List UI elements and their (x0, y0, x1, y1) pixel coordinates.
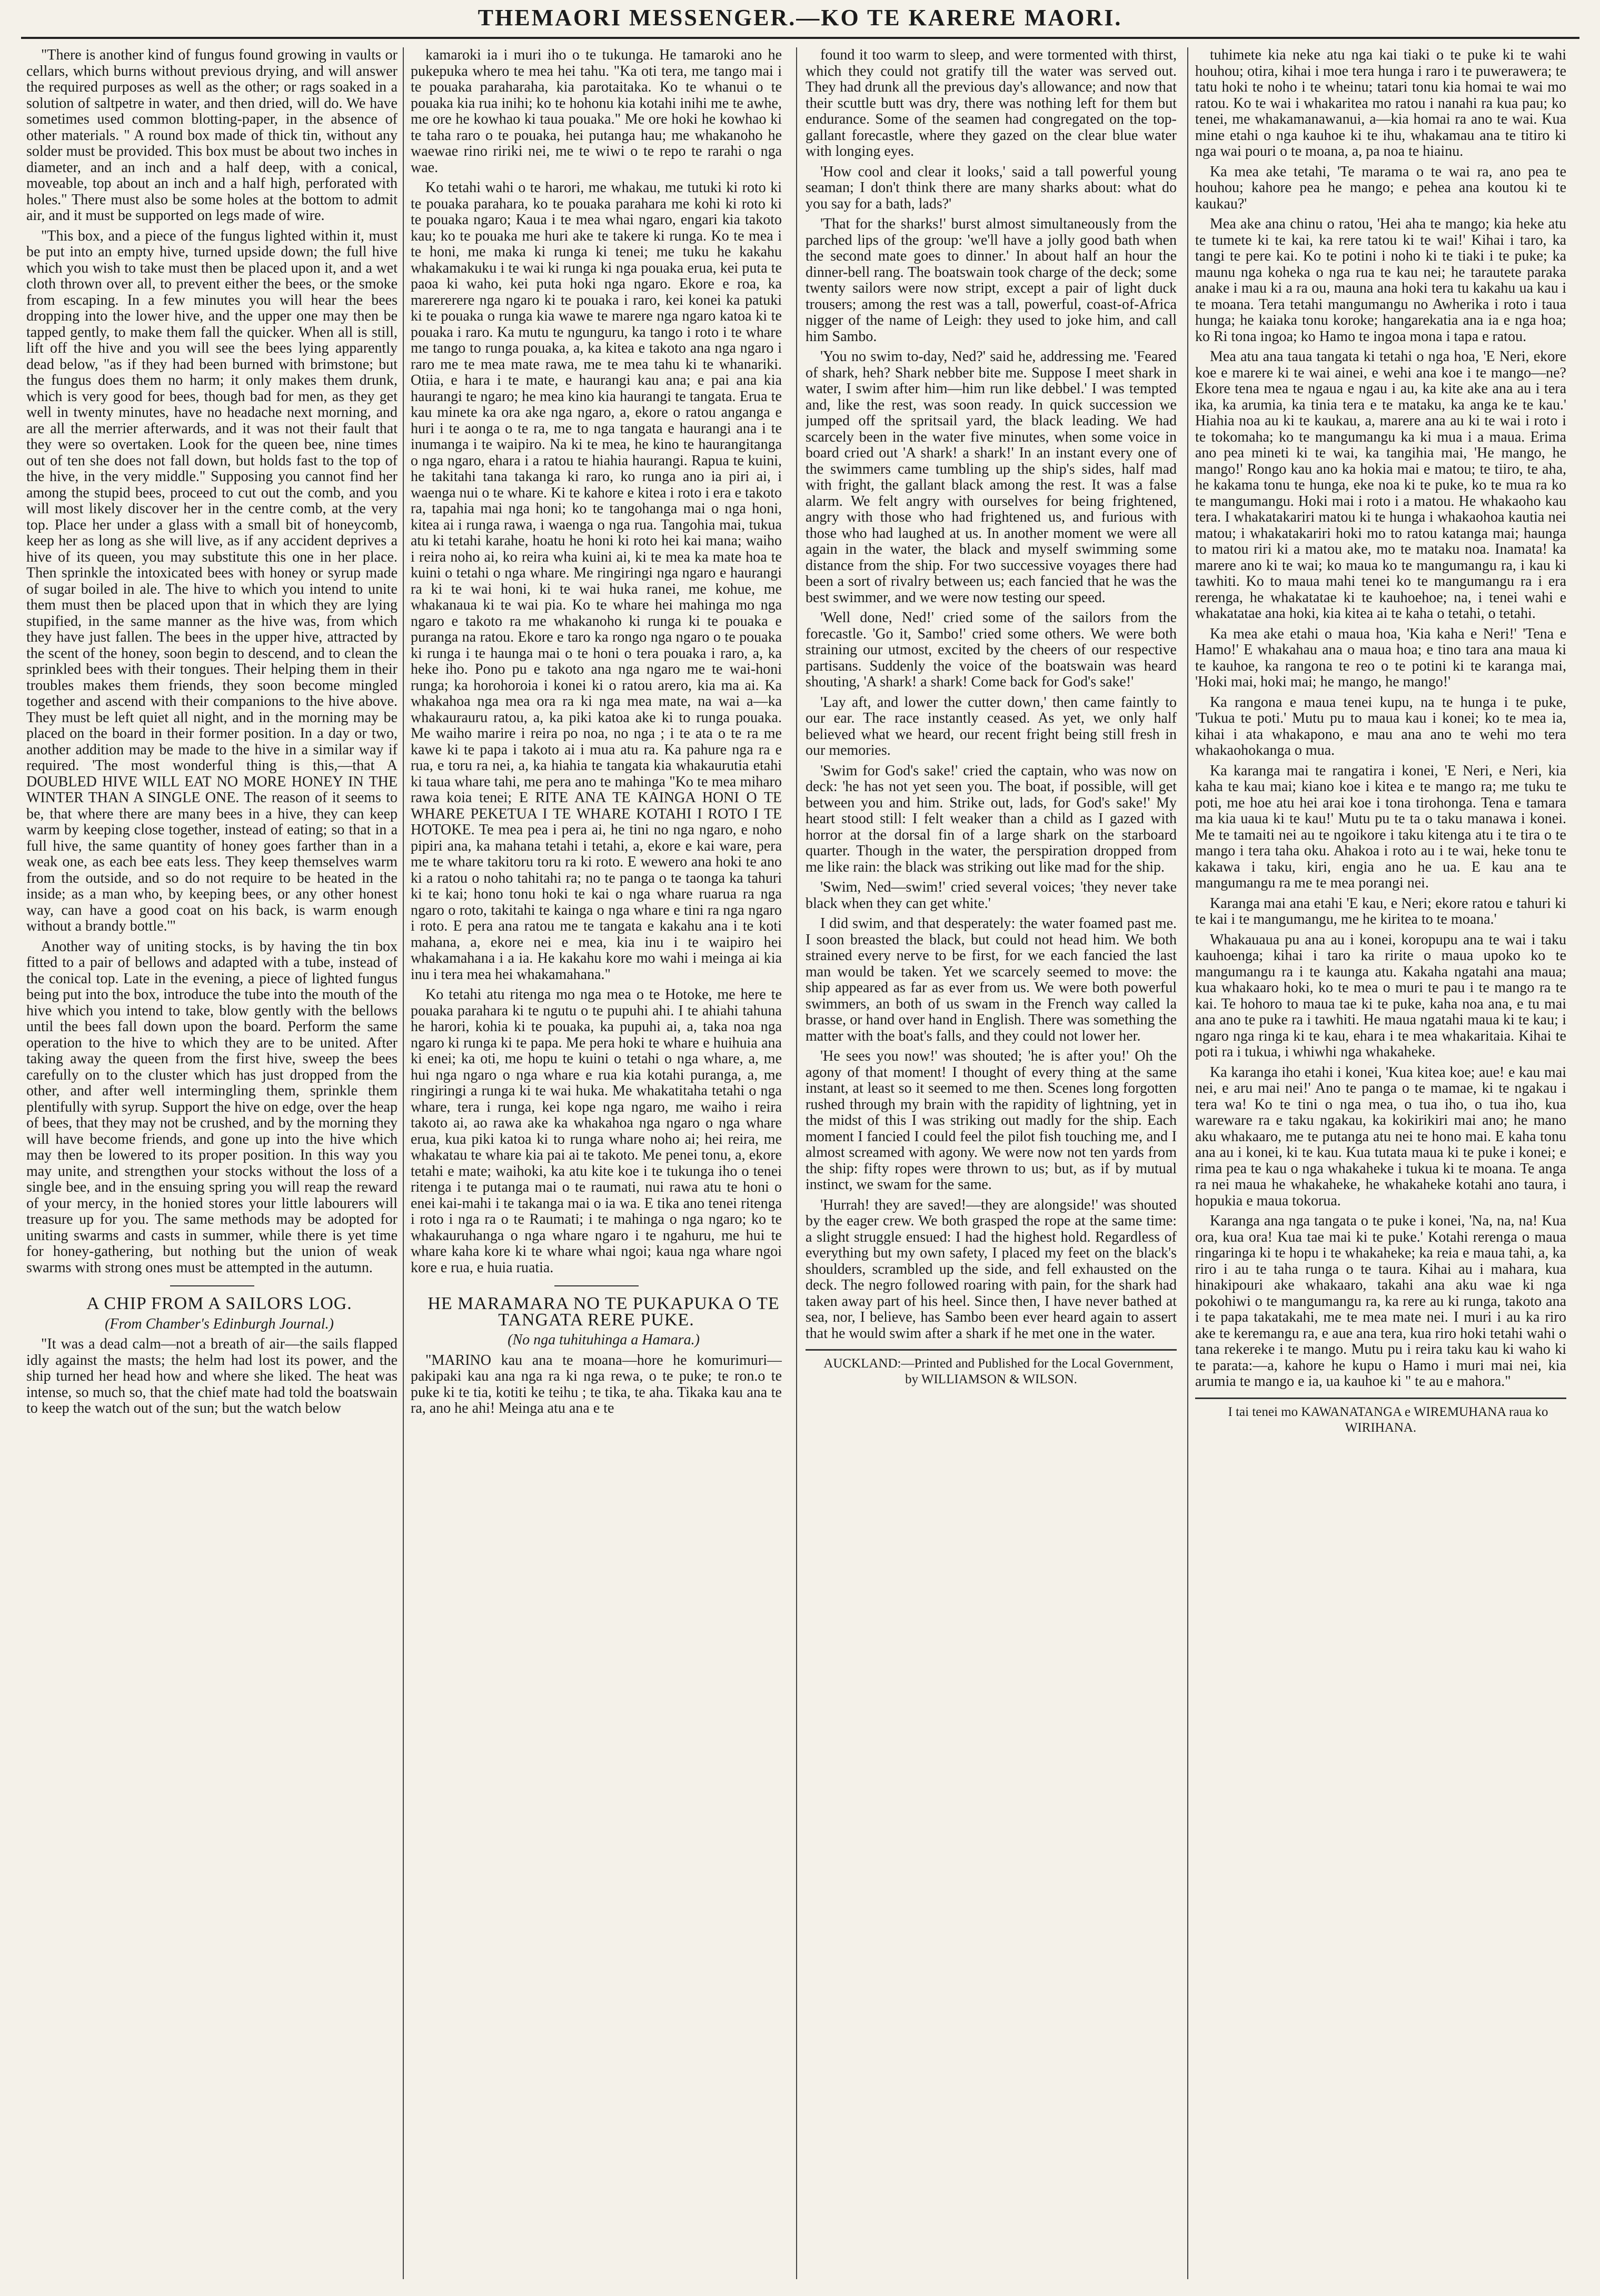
section-rule (554, 1285, 639, 1286)
column-divider (403, 47, 404, 2279)
paragraph: Mea atu ana taua tangata ki tetahi o nga hoa, 'E Neri, ekore koe e marere ki te wai ainei, e wehi ana koe i te mango—ne? Ekore tena mea te ngaua e ngau i au, ka kite ake ana au i tera ika, ka arumia, ka tinia tera e te mataku, ka anga ke te kau.' Hiahia noa au ki te kaukau, a, marere ana au ki te wai i roto i te tokomaha; ko te mangumangu ka ki mua i a maua. Erima ano pea mineti ki te wai, ka tangihia mai, 'He mango, he mango!' Rongo kau ano ka hokia mai e matou; te tiiro, te aha, he kakama tonu te hunga, eke noa ki te puke, ko te mua ra ko te mangumangu. Hoki mai i roto i a matou. He whakaoho kau tera. I whakatakariri matou ki te hunga i whakaohoa kautia nei matou; i whakatakariri hoki mo to ratou katanga mai; haunga to matou riri ki a matou ake, mo te mataku noa. Inamata! ka marere ano ki te wai; ko maua ko te mangumangu ra, i kau ki tawhiti. Ko to maua mahi tenei ko te mangumangu ra i era rerenga, he whakatatae ki te kauhoehoe; na, i tenei wahi e whakatatae ana hoki, kia kitea ai te kaha o tetahi, o tetahi. (1195, 348, 1566, 622)
paragraph: 'How cool and clear it looks,' said a tall powerful young seaman; I don't think there are many sharks about: what do you say for a bath, lads?' (806, 163, 1177, 212)
article-source: (From Chamber's Edinburgh Journal.) (105, 1315, 334, 1332)
paragraph: Ka rangona e maua tenei kupu, na te hunga i te puke, 'Tukua te poti.' Mutu pu to maua kau i konei; ko te mea ia, kihai i ata whakapono, e mau ana ano te wehi mo tera whakaohokanga o mua. (1195, 694, 1566, 758)
article-heading: HE MARAMARA NO TE PUKAPUKA O TE TANGATA RERE PUKE. (428, 1294, 780, 1330)
paragraph: "There is another kind of fungus found growing in vaults or cellars, which burns without previous drying, and will answer the required purposes as well as the other; or rags soaked in a solution of saltpetre in water, and then dried, will do. We have sometimes used common blotting-paper, in the absence of other materials. " A round box made of thick tin, without any solder must be provided. This box must be about two inches in diameter, and an inch and a half deep, with a conical, moveable, top about an inch and a half high, perforated with holes." There must also be some holes at the bottom to admit air, and it must be supported on legs made of wire. (26, 47, 397, 224)
section-rule (170, 1285, 254, 1286)
paragraph: 'You no swim to-day, Ned?' said he, addressing me. 'Feared of shark, heh? Shark nebber bite me. Suppose I meet shark in water, I swim after him—him run like debbel.' I was tempted and, like the rest, was soon ready. In quick succession we jumped off the spritsail yard, the black leading. We had scarcely been in the water five minutes, when some voice in board cried out 'A shark! a shark!' In an instant every one of the swimmers came tumbling up the ship's sides, half mad with fright, the gallant black among the rest. It was a false alarm. We felt angry with ourselves for being frightened, angry with those who had frightened us, and furious with those who had laughed at us. In another moment we were all again in the water, the black and myself swimming some distance from the ship. For two successive voyages there had been a sort of rivalry between us; each fancied that he was the best swimmer, and we were now testing our speed. (806, 348, 1177, 606)
column-4 (1195, 47, 1566, 2279)
paragraph: 'Swim, Ned—swim!' cried several voices; 'they never take black when they can get white.' (806, 879, 1177, 912)
paragraph: Ka karanga iho etahi i konei, 'Kua kitea koe; aue! e kau mai nei, e aru mai nei!' Ano te panga o te mamae, ki te ngakau i tera wa! Ko te tini o nga mea, o tua iho, o tua iho, kua wareware ra e taku ngakau, ka kokirikiri mai ano; he mano aku whakaaro, me te putanga atu nei te hono mai. E kaha tonu ana au i konei, ki te kau. Kua tutata maua ki te puke i konei; e rima pea te kau o nga whakaheke i tukua ki te moana. Te anga ra nei maua he whakaheke, he whakaheke kotahi ano taura, i hopukia e maua tokorua. (1195, 1064, 1566, 1209)
paragraph: "This box, and a piece of the fungus lighted within it, must be put into an empty hive, turned upside down; the full hive which you wish to take must then be placed upon it, and a wet cloth thrown over all, to prevent either the bees, or the smoke from escaping. In a few minutes you will hear the bees dropping into the lower hive, and the upper one may then be tapped gently, to make them fall the quicker. When all is still, lift off the hive and you will see the bees lying apparently dead below, "as if they had been burned with brimstone; but the fungus does them no harm; it only makes them drunk, which is very good for bees, though bad for men, as they get well in twenty minutes, have no headache next morning, and are all the merrier afterwards, and it was not their fault that they were so overtaken. Look for the queen bee, nine times out of ten she does not fall down, but holds fast to the top of the hive, in the very middle." Supposing you cannot find her among the stupid bees, proceed to cut out the comb, and you will most likely discover her in the centre comb, at the very top. Place her under a glass with a small bit of honeycomb, keep her as long as she will live, as if any accident deprives a hive of its queen, you may substitute this one in her place. Then sprinkle the intoxicated bees with honey or syrup made of sugar boiled in ale. The hive to which you intend to unite them must then be placed upon that in which they are lying stupified, in the same manner as the hive was, from which they have just fallen. The bees in the upper hive, attracted by the scent of the honey, soon begin to descend, and to clean the sprinkled bees with their tongues. Their helping them in their troubles makes them friends, they soon become mingled together and ascend with their companions to the hive above. They must be left quiet all night, and in the morning may be placed on the board in their former position. In a day or two, another addition may be made to the hive in a similar way if required. 'The most wonderful thing is this,—that A DOUBLED HIVE WILL EAT NO MORE HONEY IN THE WINTER THAN A SINGLE ONE. The reason of it seems to be, that where there are many bees in a hive, they can keep warm by keeping close together, instead of eating; so that in a full hive, the same quantity of honey goes farther than in a weak one, as each bee eats less. They keep themselves warm from the outside, and so do not require to be heated in the inside; as a man who, by keeping bees, or any other honest way, can have a good coat on his back, is warm enough without a brandy bottle.'" (26, 227, 397, 934)
imprint-rule (806, 1349, 1177, 1351)
paragraph: Ko tetahi wahi o te harori, me whakau, me tutuki ki roto ki te pouaka parahara, ko te pouaka parahara me kohi ki roto ki te pouaka ngaro; Kaua i te mea whai ngaro, engari kia takoto kau; ko te pouaka me huri ake te takere ki runga. Ko te mea i te honi, me maka ki runga ki tenei; me tuku he kakahu whakamakuku i te wai ki runga ki nga pouaka erua, kei puta te paoa ki waho, kei puta hoki nga ngaro. Ekore e roa, ka marererere nga ngaro ki te pouaka i raro, kei konei ka patuki ki te pouaka o runga kia wawe te marere nga ngaro katoa ki te pouaka i raro. Ka mutu te ngunguru, ka tango i roto i te whare me tango to runga pouaka, a, ka kitea e takoto ana nga ngaro i raro me te mea mate rawa, me te mea tahu ki te whanariki. Otiia, e hara i te mate, e haurangi kau ana; e pai ana kia haurangi te ngaro; he mea kino kia haurangi te tangata. Erua te kau minete ka ora ake nga ngaro, a, ekore o ratou anganga e huri i te aonga o te ra, me to nga tangata e haurangi ana i te inumanga i te waipiro. Na ki te mea, he kino te haurangitanga o nga ngaro, ehara i a ratou te hiahia haurangi. Rapua te kuini, he takitahi tana takanga ki raro, ko runga ano ia piri ai, i waenga nui o te whare. Ki te kahore e kitea i roto i era e takoto ra, tapahia mai nga honi; ko te tangohanga mai o nga honi, kitea ai i runga rawa, i waenga o nga rua. Tangohia mai, tukua atu ki tetahi karahe, hoatu he honi ki roto hei kai mana; waiho i reira noho ai, ko reira wha kuini ai, ki te mea ka mate hoa te kuini o tetahi o nga whare. Me ringiringi nga ngaro e haurangi ra ki te wai honi, ki te wai huka ranei, me kohue, me whakanaua ki te wai pia. Ko te whare hei mahinga mo nga ngaro e takoto ra me whakanoho ki runga ki te pouaka e puranga na ratou. Ekore e taro ka rongo nga ngaro o te pouaka ki runga i te haunga mai o te honi o tera pouaka i raro, a, ka heke iho. Pono pu e takoto ana nga ngaro me te wai-honi runga; ka horohoroia i konei ki o ratou arero, kia ma ai. Ka whakahoa nga mea ora ra ki nga mea mate, na wai a—ka whakaurauru ratou, a, ka piki katoa ake ki to runga pouaka. Me waiho marire i reira po noa, no nga ; i te ata o te ra me kawe ki te papa i takoto ai i mua atu ra. Ka pahure nga ra e rua, e toru ra nei, a, ka hiahia te tangata kia whakaurutia etahi ki taua whare tahi, me pera ano te mahinga "Ko te mea miharo rawa koia tenei; E RITE ANA TE KAINGA HONI O TE WHARE PEKETUA I TE WHARE KOTAHI I ROTO I TE HOTOKE. Te mea pea i pera ai, he tini no nga ngaro, e noho pipiri ana, ka mahana tetahi i tetahi, a, ekore e kai ware, pera me te whare takitoru toru ra ki roto. E wewero ana hoki te ano ki a ratou o noho tahitahi ra; no te panga o te taonga ka tahuri ki te kai; hono tonu hoki te kai o nga whare ruarua ra nga ngaro o roto, takitahi te kainga o nga whare e tini ra nga ngaro i roto. E pera ana ratou me te tangata e kakahu ana i te koti mahana, a, ekore nei e mea, kia inu i te waipiro hei whakamahana i a ia. He kakahu kore mo wahi i meinga ai kia inu i tera mea hei whakamahana." (411, 179, 782, 983)
paragraph: found it too warm to sleep, and were tormented with thirst, which they could not gratify till the water was served out. They had drunk all the previous day's allowance; and now that their scuttle butt was dry, there was nothing left for them but endurance. Some of the seamen had congregated on the top-gallant forecastle, where they gazed on the clear blue water with longing eyes. (806, 47, 1177, 159)
top-rule (21, 37, 1579, 39)
imprint: I tai tenei mo KAWANATANGA e WIREMUHANA raua ko WIRIHANA. (1228, 1404, 1548, 1435)
article-source: (No nga tuhituhinga a Hamara.) (508, 1332, 700, 1348)
article-heading: A CHIP FROM A SAILORS LOG. (86, 1294, 352, 1313)
column-1 (26, 47, 397, 2279)
column-divider (796, 47, 797, 2279)
column-3 (806, 47, 1177, 2279)
paragraph: "MARINO kau ana te moana—hore he komurimuri—pakipaki kau ana nga ra ki nga rewa, o te puke; te ron.o te puke ki te tia, kotiti ke teihu ; te tika, te aha. Tikaka kau ana te ra, ano he ahi! Meinga atu ana e te (411, 1352, 782, 1416)
paragraph: "It was a dead calm—not a breath of air—the sails flapped idly against the masts; the helm had lost its power, and the ship turned her head how and where she liked. The heat was intense, so much so, that the chief mate had told the boatswain to keep the watch out of the sun; but the watch below (26, 1336, 397, 1416)
paragraph: 'Swim for God's sake!' cried the captain, who was now on deck: 'he has not yet seen you. The boat, if possible, will get between you and him. Strike out, lads, for God's sake!' My heart stood still: I felt weaker than a child as I gazed with horror at the dorsal fin of a large shark on the starboard quarter. Though in the water, the perspiration dropped from me like rain: the black was striking out like mad for the ship. (806, 762, 1177, 875)
imprint-rule (1195, 1397, 1566, 1399)
paragraph: Ka mea ake tetahi, 'Te marama o te wai ra, ano pea te houhou; kahore pea he mango; e pehea ana koutou ki te kaukau?' (1195, 163, 1566, 212)
paragraph: Mea ake ana chinu o ratou, 'Hei aha te mango; kia heke atu te tumete ki te kai, ka rere tatou ki te wai!' Kihai i taro, ka tangi te pere kai. Ko te potini i noho ki te tiaki i te puke; ka maunu nga koheka o nga rua te kau nei; he tarautete paraka anake i mau ki a ra ou, mauna ana hoki tera tu kakahu ua kau i te moana. Tera tetahi mangumangu no Awherika i roto i taua hunga; he kaiaka tonu koroke; hangarekatia ana ia e nga hoa; ko Ri tona ingoa; ko Hamo te ingoa mona i tapa e ratou. (1195, 216, 1566, 345)
column-2 (411, 47, 782, 2279)
paragraph: Ko tetahi atu ritenga mo nga mea o te Hotoke, me here te pouaka parahara ki te ngutu o te pupuhi ahi. I te ahiahi tahuna he harori, kohia ki te pouaka, ka pupuhi ai, a, taka noa nga ngaro ki runga ki te papa. Me pera hoki te whare e huihuia ana ki enei; ka oti, me hopu te kuini o tetahi o nga whare, a, me hui nga ngaro o nga whare e rua kia kotahi puranga, a, me ringiringi a runga ki te wai huka. Me whakatitaha tetahi o nga whare, tera i runga, kei kope nga ngaro, me waiho i reira takoto ai, ao rawa ake ka whakahoa nga ngaro o nga whare erua, kua piki katoa ki to runga whare noho ai; hei reira, me whakatau te whare kia pai ai te takoto. Me penei tonu, a, ekore tetahi e mate; waihoki, ka atu kite koe i te tukunga iho o tenei ritenga i te putanga mai o te raumati, nui rawa atu te honi o enei kai-mahi i te takanga mai o ia wa. E tika ano tenei ritenga i roto i nga ra o te Raumati; i te mahinga o nga ngaro; ko te whakauruhanga o nga whare ngaro i te ngahuru, me hui te whare kaha kore ki te whare whai ngoi; kaua nga whare ngoi kore e rua, e huia ruatia. (411, 986, 782, 1276)
masthead: THEMAORI MESSENGER.—KO TE KARERE MAORI. (478, 5, 1122, 31)
paragraph: Ka mea ake etahi o maua hoa, 'Kia kaha e Neri!' 'Tena e Hamo!' E whakahau ana o maua hoa; e tino tara ana maua ki te kauhoe, ka rangona te reo o te potini ki te karanga mai, 'Hoki mai, hoki mai; he mango, he mango!' (1195, 625, 1566, 690)
paragraph: kamaroki ia i muri iho o te tukunga. He tamaroki ano he pukepuka whero te mea hei tahu. "Ka oti tera, me tango mai i te pouaka paraharaha, kia parotaitaka. Ko te whanui o te pouaka kia rua inihi; ko te hohonu kia kotahi inihi me te awhe, me ore he kowhao ki taua pouaka." Me ore hoki he kowhao ki te taha raro o te pouaka, hei putanga hau; me whakanoho he waewae rino ririki nei, me te wiwi o te repo te rarahi o nga wae. (411, 47, 782, 176)
paragraph: 'Hurrah! they are saved!—they are alongside!' was shouted by the eager crew. We both grasped the rope at the same time: a slight struggle ensued: I had the highest hold. Regardless of everything but my own safety, I placed my feet on the black's shoulders, scrambled up the side, and fell exhausted on the deck. The negro followed roaring with pain, for the shark had taken away part of his heel. Since then, I have never bathed at sea, nor, I believe, has Sambo been ever heard again to assert that he would swim after a shark if he met one in the water. (806, 1196, 1177, 1342)
paragraph: Whakauaua pu ana au i konei, koropupu ana te wai i taku kauhoenga; kihai i taro ka ririte o maua upoko ko te mangumangu ra i te kaunga atu. Kakaha ngatahi ana maua; kua whakaaro hoki, ko te mea o muri te pau i te mango ra te kai. Te hohoro to maua tae ki te puke, kaha noa ana, e tu mai ana ano te puke ra i tawhiti. He maua ngatahi maua ki te kau; i ngaro nga ringa ki te kau, ehara i te mea whakaritaia. Kihai te poti ra i tukua, i whiwhi nga whakaheke. (1195, 931, 1566, 1060)
paragraph: I did swim, and that desperately: the water foamed past me. I soon breasted the black, but could not head him. We both strained every nerve to be first, for we each fancied the last man would be taken. Yet we scarcely seemed to move: the ship appeared as far as ever from us. We were both powerful swimmers, an both of us swam in the French way called la brasse, or hand over hand in English. There was something the matter with the boat's falls, and they could not lower her. (806, 915, 1177, 1044)
column-divider (1187, 47, 1188, 2279)
paragraph: tuhimete kia neke atu nga kai tiaki o te puke ki te wahi houhou; otira, kihai i moe tera hunga i raro i te puwerawera; te tatu hoki te noho i te wheinu; tatari tonu kia homai te wai mo ratou. Ko te wai i whakaritea mo ratou i nanahi ra kua pau; ko tenei, me whakamanawanui, a—kia homai ra ano te wai. Kua mine etahi o nga kauhoe ki te ihu, whakamau ana te titiro ki nga wai pouri o te moana, a, pa noa te hiainu. (1195, 47, 1566, 159)
paragraph: Another way of uniting stocks, is by having the tin box fitted to a pair of bellows and adapted with a tube, instead of the conical top. Late in the evening, a piece of lighted fungus being put into the box, introduce the tube into the mouth of the hive which you intend to take, blow gently with the bellows until the bees fall down upon the board. Perform the same operation to the hive to which they are to be united. After taking away the queen from the first hive, sweep the bees carefully on to the cluster which has just dropped from the other, and after well intermingling them, sprinkle them plentifully with syrup. Support the hive on edge, over the heap of bees, that they may not be crushed, and by the morning they will have become friends, and gone up into the hive which may then be lowered to its proper position. In this way you may unite, and strengthen your stocks without the loss of a single bee, and in the ensuing spring you will reap the reward of your mercy, in the honied stores your little labourers will treasure up for you. The same methods may be adopted for uniting swarms and casts in summer, while there is yet time for honey-gathering, but nothing but the union of weak swarms with strong ones must be attempted in the autumn. (26, 938, 397, 1276)
paragraph: Karanga mai ana etahi 'E kau, e Neri; ekore ratou e tahuri ki te kai i te mangumangu, me he kiritea to te moana.' (1195, 895, 1566, 927)
imprint: AUCKLAND:—Printed and Published for the Local Government, by WILLIAMSON & WILSON. (823, 1356, 1174, 1386)
paragraph: 'Lay aft, and lower the cutter down,' then came faintly to our ear. The race instantly ceased. As yet, we only half believed what we heard, our recent fright being still fresh in our memories. (806, 694, 1177, 758)
paragraph: 'That for the sharks!' burst almost simultaneously from the parched lips of the group: 'we'll have a jolly good bath when the second mate goes to dinner.' In about half an hour the dinner-bell rang. The boatswain took charge of the deck; some twenty sailors were now stript, except a pair of light duck trousers; among the rest was a tall, powerful, coast-of-Africa nigger of the name of Leigh: they used to joke him, and call him Sambo. (806, 216, 1177, 345)
paragraph: 'He sees you now!' was shouted; 'he is after you!' Oh the agony of that moment! I thought of every thing at the same instant, at least so it seemed to me then. Scenes long forgotten rushed through my brain with the rapidity of lightning, yet in the midst of this I was striking out madly for the ship. Each moment I fancied I could feel the pilot fish touching me, and I almost screamed with agony. We were now not ten yards from the ship: fifty ropes were thrown to us; but, as if by mutual instinct, we swam for the same. (806, 1048, 1177, 1193)
paragraph: Ka karanga mai te rangatira i konei, 'E Neri, e Neri, kia kaha te kau mai; kiano koe i kitea e te mango ra; me tuku te poti, me hoe atu hei arai koe i tona tirohonga. Tena e tamara ma kia uaua ki te kau!' Mutu pu te ta o taku manawa i konei. Me te tamaiti nei au te ngoikore i taku kitenga atu i te tira o te mango i tera taha oku. Ahakoa i roto au i te wai, heke tonu te kakawa i taku, kiri, engia ano he ua. E kau ana te mangumangu ra me te mea porangi nei. (1195, 762, 1566, 891)
paragraph: 'Well done, Ned!' cried some of the sailors from the forecastle. 'Go it, Sambo!' cried some others. We were both straining our utmost, excited by the cheers of our respective partisans. Suddenly the voice of the boatswain was heard shouting, 'A shark! a shark! Come back for God's sake!' (806, 610, 1177, 690)
paragraph: Karanga ana nga tangata o te puke i konei, 'Na, na, na! Kua ora, kua ora! Kua tae mai ki te puke.' Kotahi rerenga o maua ringaringa ki te hopu i te whakaheke; ka reia e maua tahi, a, ka riro i au te taha runga o te taura. Kihai au i mahara, kua hinakipouri ake whakaaro, takahi ana aku wae ki nga pokohiwi o te mangumangu ra, ka rere au ki runga, takoto ana i te papa takatakahi, me te mea mate nei. I muri i au ka riro ake te keremangu ra, e aue ana tera, kua riro hoki tetahi wahi o tana rekereke i te mango. Mutu pu i reira taku kau ki waho ki te parata:—a, kahore he kupu o Hamo i muri mai nei, kia arumia te mango e ia, ua kauhoe ki " te au e mahora." (1195, 1213, 1566, 1390)
